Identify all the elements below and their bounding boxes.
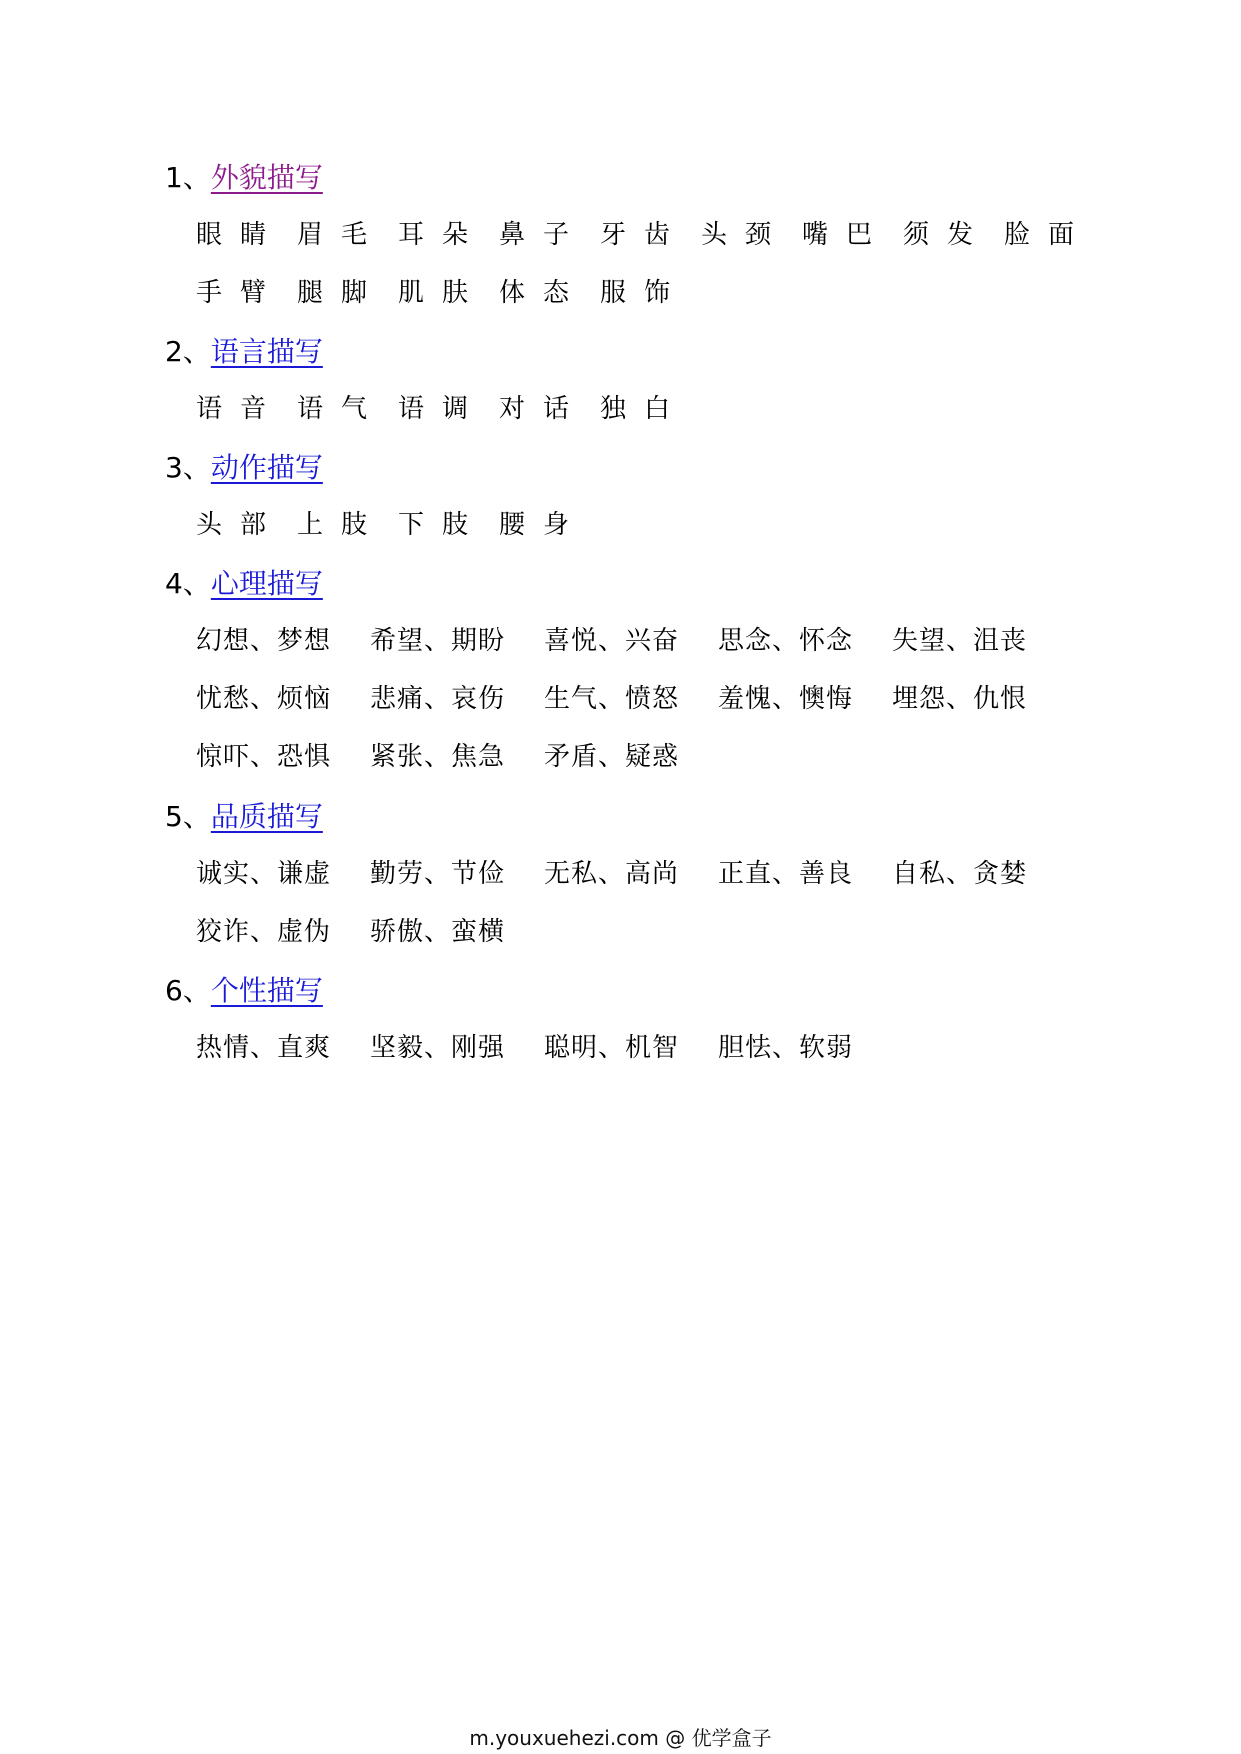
section-number: 5、 bbox=[165, 800, 211, 833]
section-number: 3、 bbox=[165, 451, 211, 484]
section-title-link[interactable]: 外貌描写 bbox=[210, 161, 323, 194]
term-item: 聪明、机智 bbox=[544, 1033, 680, 1063]
section-number: 4、 bbox=[165, 567, 211, 600]
term-item: 埋怨、仇恨 bbox=[892, 684, 1028, 714]
term-item: 悲痛、哀伤 bbox=[370, 684, 506, 714]
term-item: 眉毛 bbox=[297, 220, 386, 250]
section-heading bbox=[165, 332, 323, 372]
term-item: 自私、贪婪 bbox=[892, 859, 1028, 889]
section-heading bbox=[165, 971, 323, 1011]
term-item: 耳朵 bbox=[398, 220, 487, 250]
term-item: 鼻子 bbox=[499, 220, 588, 250]
term-item: 希望、期盼 bbox=[370, 626, 506, 656]
term-item: 体态 bbox=[499, 278, 588, 308]
section-title-link[interactable]: 动作描写 bbox=[210, 451, 323, 484]
section-heading bbox=[165, 564, 323, 604]
section-title-link[interactable]: 品质描写 bbox=[210, 800, 323, 833]
section-heading bbox=[165, 448, 323, 488]
term-item: 眼睛 bbox=[196, 220, 285, 250]
term-item: 失望、沮丧 bbox=[892, 626, 1028, 656]
term-item: 须发 bbox=[903, 220, 992, 250]
term-item: 手臂 bbox=[196, 278, 285, 308]
term-item: 腿脚 bbox=[297, 278, 386, 308]
term-item: 肌肤 bbox=[398, 278, 487, 308]
term-item: 头颈 bbox=[701, 220, 790, 250]
section-number: 6、 bbox=[165, 974, 211, 1007]
term-item: 对话 bbox=[499, 394, 588, 424]
term-item: 勤劳、节俭 bbox=[370, 859, 506, 889]
term-item: 无私、高尚 bbox=[544, 859, 680, 889]
term-item: 忧愁、烦恼 bbox=[196, 684, 332, 714]
term-item: 上肢 bbox=[297, 510, 386, 540]
term-item: 独白 bbox=[600, 394, 689, 424]
term-item: 牙齿 bbox=[600, 220, 689, 250]
term-item: 腰身 bbox=[499, 510, 588, 540]
term-item: 正直、善良 bbox=[718, 859, 854, 889]
term-item: 生气、愤怒 bbox=[544, 684, 680, 714]
term-item: 语调 bbox=[398, 394, 487, 424]
term-item: 热情、直爽 bbox=[196, 1033, 332, 1063]
term-item: 语气 bbox=[297, 394, 386, 424]
section-title-link[interactable]: 个性描写 bbox=[210, 974, 323, 1007]
term-item: 诚实、谦虚 bbox=[196, 859, 332, 889]
term-item: 矛盾、疑惑 bbox=[544, 742, 680, 772]
term-item: 骄傲、蛮横 bbox=[370, 917, 506, 947]
term-item: 紧张、焦急 bbox=[370, 742, 506, 772]
section-number: 2、 bbox=[165, 335, 211, 368]
term-item: 羞愧、懊悔 bbox=[718, 684, 854, 714]
section-number: 1、 bbox=[165, 161, 211, 194]
term-item: 头部 bbox=[196, 510, 285, 540]
term-item: 语音 bbox=[196, 394, 285, 424]
term-item: 思念、怀念 bbox=[718, 626, 854, 656]
term-item: 坚毅、刚强 bbox=[370, 1033, 506, 1063]
term-item: 服饰 bbox=[600, 278, 689, 308]
term-item: 嘴巴 bbox=[802, 220, 891, 250]
section-title-link[interactable]: 心理描写 bbox=[210, 567, 323, 600]
term-item: 下肢 bbox=[398, 510, 487, 540]
section-heading bbox=[165, 158, 323, 198]
footer-watermark: m.youxuehezi.com @ 优学盒子 bbox=[469, 1726, 772, 1750]
term-item: 胆怯、软弱 bbox=[718, 1033, 854, 1063]
term-item: 脸面 bbox=[1004, 220, 1093, 250]
section-title-link[interactable]: 语言描写 bbox=[210, 335, 323, 368]
term-item: 惊吓、恐惧 bbox=[196, 742, 332, 772]
section-heading bbox=[165, 797, 323, 837]
term-item: 狡诈、虚伪 bbox=[196, 917, 332, 947]
term-item: 喜悦、兴奋 bbox=[544, 626, 680, 656]
term-item: 幻想、梦想 bbox=[196, 626, 332, 656]
